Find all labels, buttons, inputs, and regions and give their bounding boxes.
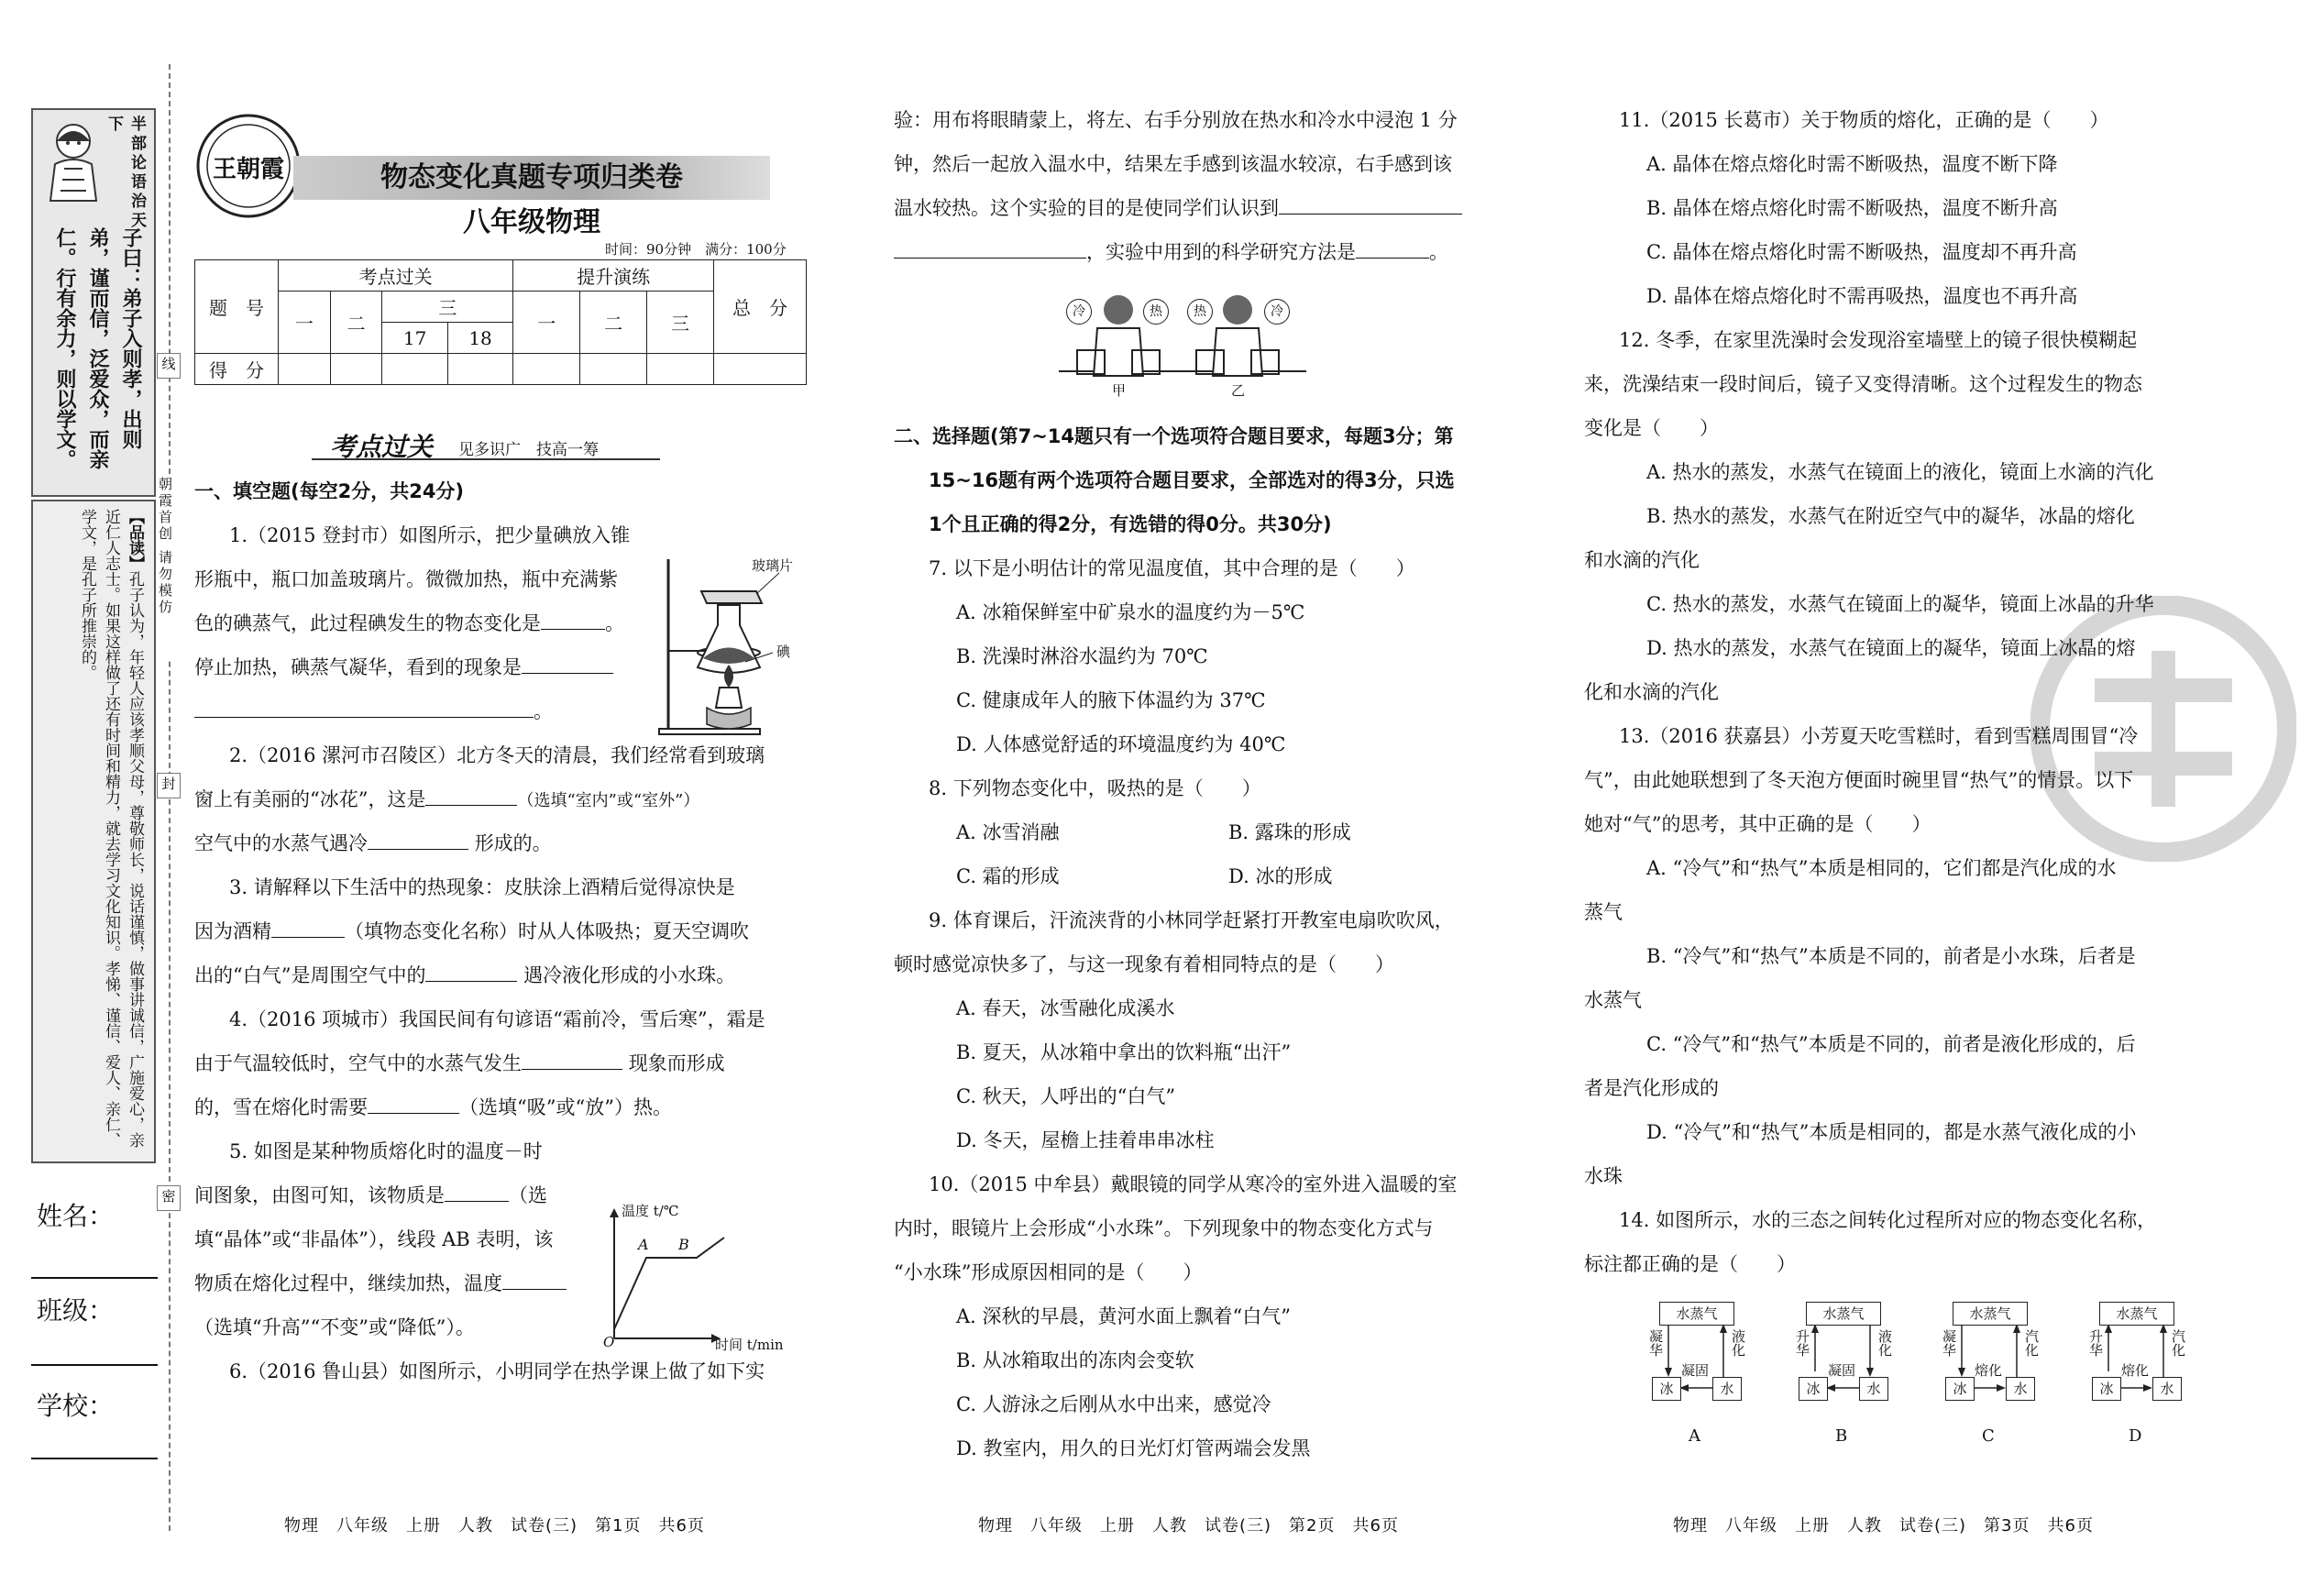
- q1-line4: 停止加热，碘蒸气凝华，看到的现象是: [194, 656, 522, 678]
- q11-option-b[interactable]: B. 晶体在熔点熔化时需不断吸热，温度不断升高: [1646, 197, 2058, 219]
- q13-option-d[interactable]: D. “冷气”和“热气”本质是相同的，都是水蒸气液化成的小: [1646, 1121, 2137, 1143]
- diagram-left-label: 凝华: [1941, 1329, 1957, 1357]
- q12-option-d-cont: 化和水滴的汽化: [1584, 681, 1719, 703]
- fig-caption-yi: 乙: [1231, 382, 1246, 399]
- column-2-lower: [894, 414, 1508, 1470]
- q13-option-a[interactable]: A. “冷气”和“热气”本质是相同的，它们都是汽化成的水: [1646, 857, 2117, 879]
- diagram-right-label: 液化: [1730, 1329, 1746, 1357]
- diagram-caption: C: [1982, 1426, 1995, 1446]
- q12-option-a[interactable]: A. 热水的蒸发，水蒸气在镜面上的液化，镜面上水滴的汽化: [1646, 461, 2154, 483]
- class-label: 班级：: [37, 1295, 115, 1326]
- q14-stem-1: 14. 如图所示，水的三态之间转化过程所对应的物态变化名称，: [1619, 1209, 2157, 1231]
- col-head: 二: [580, 292, 647, 354]
- diagram-caption: B: [1835, 1426, 1848, 1446]
- graph-xlabel: 时间 t/min: [715, 1337, 784, 1353]
- q14-diagram-c[interactable]: [1934, 1300, 2044, 1456]
- page-footer-1: 物理 八年级 上册 人教 试卷(三) 第1页 共6页: [284, 1516, 705, 1535]
- name-label: 姓名：: [37, 1201, 115, 1231]
- q10-stem-1: 10.（2015 中牟县）戴眼镜的同学从寒冷的室外进入温暖的室: [929, 1173, 1458, 1195]
- diagram-left-label: 升华: [1794, 1329, 1810, 1357]
- score-cell[interactable]: [513, 354, 580, 385]
- graph-origin: O: [603, 1334, 615, 1350]
- diagram-right-label: 汽化: [2170, 1329, 2186, 1357]
- iodine-flask-figure: [655, 550, 811, 738]
- column-2: 验：用布将眼睛蒙上，将左、右手分别放在热水和冷水中浸泡 1 分 钟，然后一起放入温水中，结果左手感到该温水较凉，右手感到该 温水较热。这个实验的目的是使同学们认识到 ，实验中用到的科学研究方法是 。: [894, 98, 1508, 274]
- school-label: 学校：: [37, 1391, 115, 1421]
- column-3: [1584, 98, 2207, 1286]
- q13-stem-3: 她对“气”的思考，其中正确的是（ ）: [1584, 813, 1931, 835]
- q5-text: （选: [509, 1184, 547, 1206]
- page-footer-2: 物理 八年级 上册 人教 试卷(三) 第2页 共6页: [978, 1516, 1399, 1535]
- q4-line1: 4.（2016 项城市）我国民间有句谚语“霜前冷，雪后寒”，霜是: [229, 1008, 765, 1030]
- q4-text: 由于气温较低时，空气中的水蒸气发生: [194, 1052, 522, 1074]
- col-head: 17: [382, 323, 447, 354]
- q10-option-d[interactable]: D. 教室内，用久的日光灯灯管两端会发黑: [956, 1437, 1311, 1459]
- q9-option-a[interactable]: A. 春天，冰雪融化成溪水: [956, 997, 1175, 1019]
- confucius-logo: [37, 114, 110, 205]
- q9-stem-1: 9. 体育课后，汗流浃背的小林同学赶紧打开教室电扇吹吹风，: [929, 909, 1454, 931]
- q2-blank-1[interactable]: [425, 785, 517, 806]
- q13-stem-2: 气”，由此她联想到了冬天泡方便面时碗里冒“热气”的情景。以下: [1584, 769, 2134, 791]
- q11-option-c[interactable]: C. 晶体在熔点熔化时需不断吸热，温度却不再升高: [1646, 241, 2077, 263]
- score-cell[interactable]: [647, 354, 714, 385]
- q5-line3: 填“晶体”或“非晶体”），线段 AB 表明，该: [194, 1228, 554, 1250]
- diagram-mid-label: 熔化: [1975, 1362, 2003, 1379]
- graph-point-b: B: [678, 1236, 689, 1253]
- banner-tagline: 见多识广 技高一筹: [458, 441, 599, 459]
- score-cell[interactable]: [382, 354, 447, 385]
- table-header-total: 总 分: [714, 260, 807, 354]
- q1-line3: 色的碘蒸气，此过程碘发生的物态变化是: [194, 612, 541, 634]
- diagram-ice-box: 冰: [1945, 1377, 1975, 1401]
- page-title: 物态变化真题专项归类卷: [380, 161, 683, 193]
- q10-stem-3: “小水珠”形成原因相同的是（ ）: [894, 1261, 1203, 1283]
- graph-ylabel: 温度 t/℃: [622, 1203, 679, 1219]
- q8-option-c[interactable]: C. 霜的形成: [956, 865, 1060, 887]
- diagram-vapor-box: 水蒸气: [1659, 1302, 1734, 1326]
- q14-diagram-b[interactable]: [1788, 1300, 1898, 1456]
- q4-text: 现象而形成: [628, 1052, 725, 1074]
- q6-text: 温水较热。这个实验的目的是使同学们认识到: [894, 197, 1279, 219]
- fig-label-iodine: 碘: [776, 644, 791, 660]
- section-2-heading-3: 1个且正确的得2分，有选错的得0分。共30分): [929, 513, 1332, 535]
- diagram-caption: D: [2129, 1426, 2142, 1446]
- hot-cold-water-figure: [1059, 284, 1306, 403]
- diagram-right-label: 液化: [1876, 1329, 1893, 1357]
- score-cell[interactable]: [714, 354, 807, 385]
- q13-option-c[interactable]: C. “冷气”和“热气”本质是不同的，前者是液化形成的，后: [1646, 1033, 2136, 1055]
- diagram-water-box: 水: [1712, 1377, 1742, 1401]
- col-head: 三: [647, 292, 714, 354]
- q13-option-d-cont: 水珠: [1584, 1165, 1623, 1187]
- melting-graph: [596, 1201, 816, 1361]
- diagram-ice-box: 冰: [1799, 1377, 1828, 1401]
- diagram-water-box: 水: [1859, 1377, 1888, 1401]
- table-header-score: 得 分: [195, 354, 279, 385]
- q5-text: 物质在熔化过程中，继续加热，温度: [194, 1272, 502, 1294]
- reading-label: 【品读】: [126, 509, 144, 571]
- diagram-right-label: 汽化: [2023, 1329, 2040, 1357]
- q7-option-b[interactable]: B. 洗澡时淋浴水温约为 70℃: [956, 645, 1208, 667]
- q14-diagram-a[interactable]: [1641, 1300, 1751, 1456]
- margin-note-3: 封: [157, 773, 181, 798]
- column-1: 一、填空题(每空2分，共24分) 1.（2015 登封市）如图所示，把少量碘放入锥 形瓶中，瓶口加盖玻璃片。微微加热，瓶中充满紫 色的碘蒸气，此过程碘发生的物态变化是 。 停止加热，碘蒸气凝华，看到的现象是 。 2.（2016 漯河市召陵区）北方冬天的清晨，我们经常看到玻璃 窗上有美丽的“冰花”，这是 （选填“室内”或“室外”） 空气中的水蒸气遇冷 形成的。 3. 请解释以下生活中的热现象：皮肤涂上酒精后觉得凉快是 因为酒精 （填物态变化名称）时从人体吸热；夏天空调吹 出的“白气”是周围空气中的 遇冷液化形成的小水珠。 4.（2016 项城市）我国民间有句谚语“霜前冷，雪后寒”，霜是 由于气温较低时，空气中的水蒸气发生 现象而形成 的，雪在熔化时需要 （选填“吸”或“放”）热。 5. 如图是某种物质熔化时的温度－时 间图象，由图可知，该物质是 （选 填“晶体”或“非晶体”），线段 AB 表明，该 物质在熔化过程中，继续加热，温度 （选填“升高”“不变”或“降低”）。 6.（2016 鲁山县）如图所示，小明同学在热学课上做了如下实: [194, 469, 809, 1393]
- q4-text: 的，雪在熔化时需要: [194, 1096, 368, 1118]
- q12-stem-3: 变化是（ ）: [1584, 417, 1719, 439]
- q9-stem-2: 顿时感觉凉快多了，与这一现象有着相同特点的是（ ）: [894, 953, 1394, 975]
- fig-caption-jia: 甲: [1112, 382, 1127, 399]
- q11-stem: 11.（2015 长葛市）关于物质的熔化，正确的是（ ）: [1619, 109, 2109, 131]
- section-2-heading-2: 15~16题有两个选项符合题目要求，全部选对的得3分，只选: [929, 469, 1455, 491]
- q1-blank-1[interactable]: [541, 609, 605, 630]
- q11-option-d[interactable]: D. 晶体在熔点熔化时不需再吸热，温度也不再升高: [1646, 285, 2078, 307]
- q7-option-c[interactable]: C. 健康成年人的腋下体温约为 37℃: [956, 689, 1266, 711]
- q7-option-a[interactable]: A. 冰箱保鲜室中矿泉水的温度约为－5℃: [956, 601, 1305, 623]
- q2-blank-2[interactable]: [368, 829, 468, 850]
- diagram-left-label: 凝华: [1647, 1329, 1664, 1357]
- q2-text: 形成的。: [474, 832, 552, 854]
- q5-text: 间图象，由图可知，该物质是: [194, 1184, 445, 1206]
- name-field[interactable]: [31, 1196, 160, 1260]
- q6-blank-2[interactable]: [894, 237, 1086, 259]
- q2-text: 空气中的水蒸气遇冷: [194, 832, 368, 854]
- q6-blank-1[interactable]: [1279, 193, 1462, 215]
- q7-stem: 7. 以下是小明估计的常见温度值，其中合理的是（ ）: [929, 557, 1415, 579]
- diagram-vapor-box: 水蒸气: [2099, 1302, 2174, 1326]
- q3-blank-2[interactable]: [425, 961, 517, 982]
- fig-cold-1: 冷: [1066, 299, 1092, 325]
- q3-line1: 3. 请解释以下生活中的热现象：皮肤涂上酒精后觉得凉快是: [229, 876, 735, 898]
- q1-line1: 1.（2015 登封市）如图所示，把少量碘放入锥: [229, 524, 631, 546]
- q1-line2: 形瓶中，瓶口加盖玻璃片。微微加热，瓶中充满紫: [194, 568, 618, 590]
- diagram-caption: A: [1689, 1426, 1700, 1446]
- q1-blank-3[interactable]: [194, 697, 534, 718]
- q12-stem-2: 来，洗澡结束一段时间后，镜子又变得清晰。这个过程发生的物态: [1584, 373, 2142, 395]
- diagram-water-box: 水: [2152, 1377, 2182, 1401]
- col-head: 三: [382, 292, 513, 323]
- brand-logo: [194, 112, 303, 220]
- score-table: [194, 259, 807, 385]
- sidebar-reading: [40, 509, 147, 1150]
- q4-text: （选填“吸”或“放”）热。: [459, 1096, 672, 1118]
- fig-hot-2: 热: [1187, 299, 1213, 325]
- q6-cont-2: 钟，然后一起放入温水中，结果左手感到该温水较凉，右手感到该: [894, 153, 1452, 175]
- q14-diagram-d[interactable]: [2081, 1300, 2191, 1456]
- q12-option-b-cont: 和水滴的汽化: [1584, 549, 1700, 571]
- q13-option-c-cont: 者是汽化形成的: [1584, 1077, 1719, 1099]
- q13-stem-1: 13.（2016 获嘉县）小芳夏天吃雪糕时，看到雪糕周围冒“冷: [1619, 725, 2139, 747]
- diagram-mid-label: 凝固: [1828, 1362, 1856, 1379]
- q3-text: 遇冷液化形成的小水珠。: [523, 964, 736, 986]
- q14-stem-2: 标注都正确的是（ ）: [1584, 1253, 1796, 1275]
- q9-option-d[interactable]: D. 冬天，屋檐上挂着串串冰柱: [956, 1129, 1215, 1151]
- margin-note-2: 朝霞首创 请勿模仿: [156, 477, 175, 660]
- q5-line1: 5. 如图是某种物质熔化时的温度－时: [229, 1140, 543, 1162]
- section-2-heading-1: 二、选择题(第7~14题只有一个选项符合题目要求，每题3分；第: [894, 425, 1454, 447]
- q2-hint: （选填“室内”或“室外”）: [517, 791, 700, 810]
- q10-option-b[interactable]: B. 从冰箱取出的冻肉会变软: [956, 1349, 1194, 1371]
- sidebar-reading-box: [31, 500, 156, 1163]
- q13-option-b[interactable]: B. “冷气”和“热气”本质是不同的，前者是小水珠，后者是: [1646, 945, 2136, 967]
- margin-note-4: 密: [157, 1185, 181, 1211]
- q10-option-a[interactable]: A. 深秋的早晨，黄河水面上飘着“白气”: [956, 1305, 1291, 1327]
- score-cell[interactable]: [330, 354, 382, 385]
- q3-blank-1[interactable]: [271, 917, 345, 938]
- q11-option-a[interactable]: A. 晶体在熔点熔化时需不断吸热，温度不断下降: [1646, 153, 2058, 175]
- q3-text: （填物态变化名称）时从人体吸热；夏天空调吹: [345, 920, 749, 942]
- diagram-ice-box: 冰: [1652, 1377, 1681, 1401]
- q6-text: ，实验中用到的科学研究方法是: [1086, 241, 1356, 263]
- diagram-water-box: 水: [2006, 1377, 2035, 1401]
- table-header-number: 题 号: [195, 260, 279, 354]
- q4-blank-2[interactable]: [368, 1093, 459, 1114]
- q8-stem: 8. 下列物态变化中，吸热的是（ ）: [929, 777, 1261, 799]
- q12-stem-1: 12. 冬季，在家里洗澡时会发现浴室墙壁上的镜子很快模糊起: [1619, 329, 2138, 351]
- group-advanced: 提升演练: [513, 260, 714, 292]
- logo-text: 半部论语治天下: [105, 116, 146, 231]
- col-head: 一: [279, 292, 331, 354]
- q12-option-d[interactable]: D. 热水的蒸发，水蒸气在镜面上的凝华，镜面上冰晶的熔: [1646, 637, 2136, 659]
- col-head: 18: [447, 323, 512, 354]
- q13-option-b-cont: 水蒸气: [1584, 989, 1642, 1011]
- q5-blank-1[interactable]: [445, 1181, 509, 1202]
- score-cell[interactable]: [447, 354, 512, 385]
- fig-hot-1: 热: [1143, 299, 1169, 325]
- q2-line1: 2.（2016 漯河市召陵区）北方冬天的清晨，我们经常看到玻璃: [229, 744, 765, 766]
- q9-option-b[interactable]: B. 夏天，从冰箱中拿出的饮料瓶“出汗”: [956, 1041, 1292, 1063]
- sidebar-quote-box: [31, 108, 156, 497]
- q2-text: 窗上有美丽的“冰花”，这是: [194, 788, 426, 810]
- page-footer-3: 物理 八年级 上册 人教 试卷(三) 第3页 共6页: [1673, 1516, 2094, 1535]
- section-1-heading: 一、填空题(每空2分，共24分): [194, 480, 465, 502]
- q8-option-a[interactable]: A. 冰雪消融: [956, 821, 1060, 843]
- score-cell[interactable]: [279, 354, 331, 385]
- q6-blank-3[interactable]: [1356, 237, 1429, 259]
- q12-option-b[interactable]: B. 热水的蒸发，水蒸气在附近空气中的凝华，冰晶的熔化: [1646, 505, 2135, 527]
- score-cell[interactable]: [580, 354, 647, 385]
- q13-option-a-cont: 蒸气: [1584, 901, 1623, 923]
- diagram-vapor-box: 水蒸气: [1953, 1302, 2028, 1326]
- q9-option-c[interactable]: C. 秋天，人呼出的“白气”: [956, 1085, 1176, 1107]
- graph-point-a: A: [638, 1236, 649, 1253]
- q10-stem-2: 内时，眼镜片上会形成“小水珠”。下列现象中的物态变化方式与: [894, 1217, 1434, 1239]
- q5-line5: （选填“升高”“不变”或“降低”）。: [194, 1316, 475, 1338]
- section-banner: [312, 427, 678, 464]
- diagram-ice-box: 冰: [2092, 1377, 2121, 1401]
- school-field[interactable]: [31, 1386, 160, 1450]
- q3-text: 出的“白气”是周围空气中的: [194, 964, 426, 986]
- diagram-mid-label: 凝固: [1681, 1362, 1710, 1379]
- q5-blank-2[interactable]: [502, 1269, 567, 1290]
- q3-text: 因为酒精: [194, 920, 271, 942]
- q7-option-d[interactable]: D. 人体感觉舒适的环境温度约为 40℃: [956, 733, 1286, 755]
- sidebar-quote: 子曰：弟子入则孝，出则弟，谨而信，泛爱众，而亲仁。行有余力，则以学文。: [53, 227, 142, 469]
- reading-text: 孔子认为，年轻人应该孝顺父母，尊敬师长，说话谨慎，做事讲诚信，广施爱心，亲近仁人志士。如果这样做了还有时间和精力，就去学习文化知识。孝悌、谨信、爱人、亲仁、学文，是孔子所推崇的。: [78, 509, 144, 1148]
- q10-option-c[interactable]: C. 人游泳之后刚从水中出来，感觉冷: [956, 1393, 1271, 1415]
- diagram-vapor-box: 水蒸气: [1806, 1302, 1881, 1326]
- q8-option-b[interactable]: B. 露珠的形成: [1228, 821, 1351, 843]
- col-head: 一: [513, 292, 580, 354]
- group-basic: 考点过关: [279, 260, 513, 292]
- col-head: 二: [330, 292, 382, 354]
- diagram-left-label: 升华: [2087, 1329, 2104, 1357]
- q6-line1: 6.（2016 鲁山县）如图所示，小明同学在热学课上做了如下实: [229, 1360, 765, 1382]
- brand-name: 王朝霞: [212, 156, 284, 183]
- q1-blank-2[interactable]: [522, 653, 613, 674]
- q14-diagrams: [1641, 1300, 2209, 1456]
- page-subtitle: 八年级物理: [463, 206, 600, 238]
- fig-label-glass: 玻璃片: [752, 557, 794, 574]
- banner-title: 考点过关: [330, 432, 434, 462]
- diagram-mid-label: 熔化: [2121, 1362, 2150, 1379]
- q6-cont-1: 验：用布将眼睛蒙上，将左、右手分别放在热水和冷水中浸泡 1 分: [894, 109, 1458, 131]
- margin-note-1: 线: [157, 353, 181, 379]
- q12-option-c[interactable]: C. 热水的蒸发，水蒸气在镜面上的凝华，镜面上冰晶的升华: [1646, 593, 2154, 615]
- q8-option-d[interactable]: D. 冰的形成: [1228, 865, 1333, 887]
- fig-cold-2: 冷: [1264, 299, 1290, 325]
- exam-meta: 时间：90分钟 满分：100分: [605, 241, 787, 258]
- class-field[interactable]: [31, 1291, 160, 1355]
- q4-blank-1[interactable]: [522, 1049, 622, 1070]
